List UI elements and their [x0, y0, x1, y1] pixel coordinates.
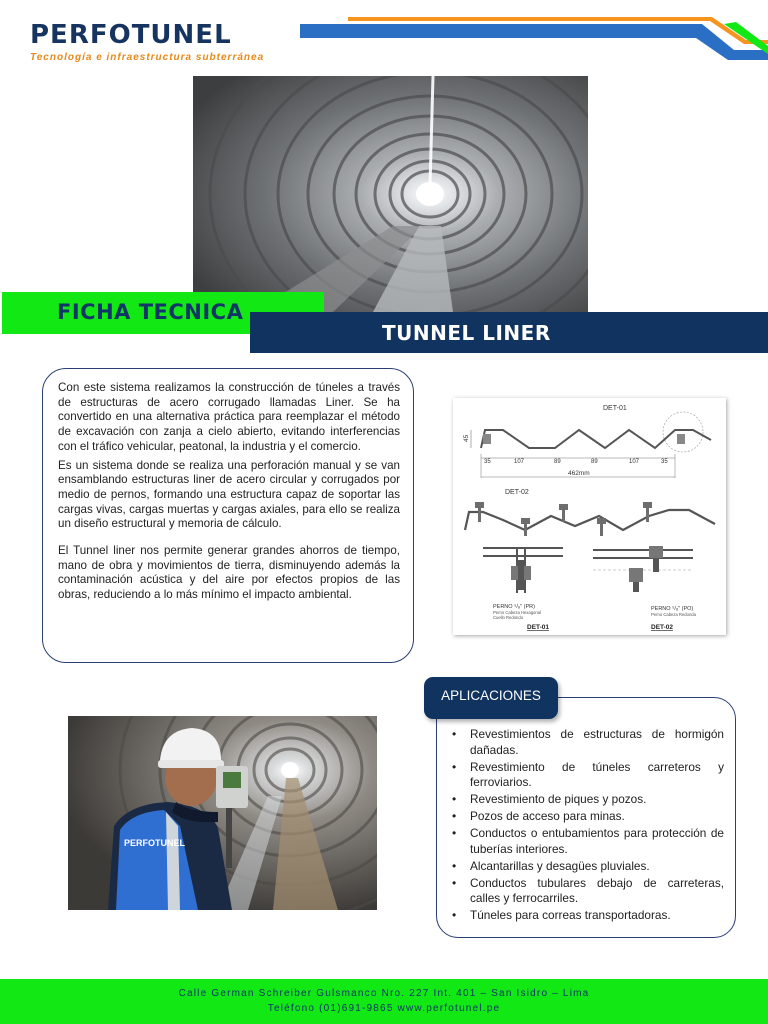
dim-3: 89: [554, 459, 561, 465]
ficha-tecnica-title: FICHA TECNICA: [57, 300, 244, 324]
det01-label: DET-01: [527, 624, 550, 631]
application-item: • Conductos tubulares debajo de carreteras, calles y ferrocarriles.: [452, 876, 724, 907]
perno-b-sub: Perno Cabeza Redonda: [651, 612, 696, 617]
application-item: • Revestimientos de estructuras de hormigón dañadas.: [452, 727, 724, 758]
description-paragraph-1: Con este sistema realizamos la construcción de túneles a través de estructuras de acero corrugado llamadas Liner. Se ha convertido en una alternativa práctica para reemplazar el método de excavación con zanja a cielo abierto, evitando interferencias con el tráfico vehicular, peatonal, la industria y el comercio.: [58, 381, 400, 453]
application-item: • Revestimiento de piques y pozos.: [452, 792, 724, 808]
dim-4: 89: [591, 459, 598, 465]
tunnel-liner-title: TUNNEL LINER: [382, 321, 551, 345]
logo-wordmark: PERFOTUNEL: [30, 20, 232, 50]
perno-b-label: PERNO ⁵/₈" (PO): [651, 606, 694, 612]
company-logo: [30, 20, 300, 66]
description-paragraph-2: Es un sistema donde se realiza una perforación manual y se van ensamblando estructuras liner de acero circular y corrugados por medio de pernos, formando una estructura capaz de soportar las cargas vivas, cargas muertas y cargas axiales, para ello se realiza un diseño estructural y memoria de cálculo.: [58, 458, 400, 531]
dim-2: 107: [514, 459, 525, 465]
det02-label: DET-02: [651, 624, 674, 631]
application-item: • Alcantarillas y desagües pluviales.: [452, 859, 724, 875]
tunnel-photo: [193, 76, 588, 312]
dim-total: 462mm: [568, 470, 590, 477]
description-paragraph-3: El Tunnel liner nos permite generar grandes ahorros de tiempo, mano de obra y movimientos de tierra, disminuyendo además la contaminación acústica y del aire por efectos propios de las obras, reduciendo a lo más mínimo el impacto ambiental.: [58, 544, 400, 602]
vest-logo-text: PERFOTUNEL: [124, 838, 186, 848]
applications-list: [452, 727, 724, 925]
perno-a-label: PERNO ⁵/₈" (PR): [493, 604, 535, 610]
applications-title: APLICACIONES: [441, 688, 541, 703]
logo-tagline: Tecnología e infraestructura subterránea: [30, 52, 265, 63]
application-item: • Revestimiento de túneles carreteros y ferroviarios.: [452, 760, 724, 791]
application-item: • Túneles para correas transportadoras.: [452, 908, 724, 924]
technical-drawing: [453, 398, 726, 635]
applications-tab: [424, 677, 558, 719]
dim-6: 35: [661, 459, 668, 465]
det02-callout: DET-02: [505, 489, 529, 496]
tunnel-liner-banner: [250, 312, 768, 353]
dim-height: 45: [463, 434, 470, 442]
footer-address: Calle German Schreiber Gulsmanco Nro. 227 Int. 401 – San Isidro – Lima: [178, 988, 590, 999]
description-box: [42, 368, 414, 663]
worker-photo: [68, 716, 377, 910]
footer: [0, 979, 768, 1024]
application-item: • Pozos de acceso para minas.: [452, 809, 724, 825]
dim-5: 107: [629, 459, 640, 465]
dim-1: 35: [484, 459, 491, 465]
perno-a-sub2: Cuello Redondo: [493, 615, 524, 620]
det01-callout: DET-01: [603, 405, 627, 412]
application-item: • Conductos o entubamientos para protección de tuberías interiores.: [452, 826, 724, 857]
perno-a-sub1: Perno Cabeza Hexagonal: [493, 610, 541, 615]
header-stripes: [300, 14, 768, 66]
footer-contact: Teléfono (01)691-9865 www.perfotunel.pe: [267, 1003, 501, 1014]
